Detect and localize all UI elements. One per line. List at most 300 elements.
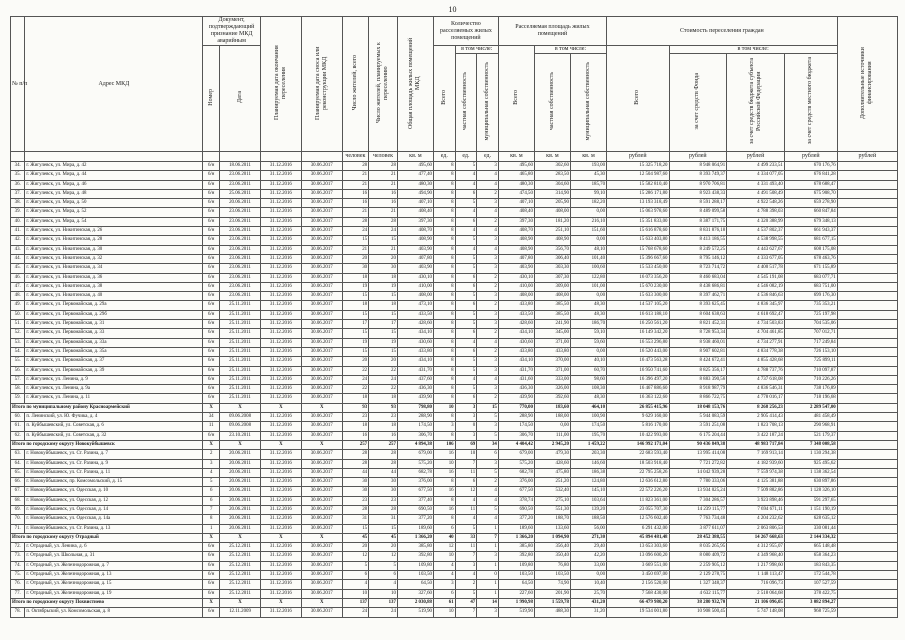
table-row — [11, 162, 898, 171]
table-cell: 13 096 600,20 — [607, 552, 669, 561]
table-cell: 434,10 — [498, 357, 534, 366]
table-cell: 4 632 115,77 — [669, 589, 727, 598]
table-cell: 4 834 778,38 — [727, 347, 785, 356]
table-cell: 30.06.2017 — [301, 227, 342, 236]
table-cell: 30.06.2017 — [301, 375, 342, 384]
row-number: 61. — [11, 422, 25, 431]
table-cell: 30.06.2017 — [301, 180, 342, 189]
table-cell: 6/н — [203, 264, 220, 273]
address-cell: п. Ленинский, ул. Ю. Фучика, д. 4 — [25, 413, 203, 422]
table-row — [11, 459, 898, 468]
resettlement-table — [10, 16, 898, 618]
table-cell: 15 768 678,60 — [607, 245, 669, 254]
table-cell: 11 — [455, 505, 477, 514]
table-cell: 16 — [342, 431, 368, 440]
table-cell — [837, 533, 897, 542]
table-cell: 19 — [342, 338, 368, 347]
table-cell: 8 — [433, 310, 455, 319]
table-cell: 8 — [433, 208, 455, 217]
table-cell: X — [203, 440, 220, 449]
table-cell: 3 — [477, 254, 499, 263]
table-cell: 16 — [433, 468, 455, 477]
table-cell: 216,10 — [570, 217, 606, 226]
table-cell: 385,80 — [498, 543, 534, 552]
table-cell: 3 — [477, 357, 499, 366]
table-cell: 23.06.2011 — [220, 236, 261, 245]
table-cell: 925 495,62 — [784, 459, 837, 468]
table-cell: X — [260, 440, 301, 449]
table-cell: 4 331 493,40 — [727, 180, 785, 189]
table-cell: 1 — [477, 543, 499, 552]
table-cell: 108,30 — [570, 385, 606, 394]
table-cell: 6/н — [203, 580, 220, 589]
table-cell — [837, 273, 897, 282]
table-cell: 101,40 — [570, 254, 606, 263]
table-cell: 4 — [455, 571, 477, 580]
subtotal-row — [11, 440, 898, 449]
table-cell: 3 450 697,00 — [607, 571, 669, 580]
table-cell: 8 — [433, 273, 455, 282]
table-cell: 30.06.2017 — [301, 199, 342, 208]
table-cell: 48,30 — [570, 310, 606, 319]
table-cell: 3 — [477, 292, 499, 301]
table-cell: 6 — [455, 282, 477, 291]
table-cell — [837, 496, 897, 505]
table-cell: 3 422 187,24 — [727, 431, 785, 440]
table-cell: 436,30 — [397, 385, 433, 394]
row-number: 39. — [11, 208, 25, 217]
address-cell: г. Жигулевск, ул. Первомайская, д. 29а — [25, 301, 203, 310]
table-cell — [837, 459, 897, 468]
table-cell: 6/н — [203, 357, 220, 366]
table-cell: 2 — [477, 282, 499, 291]
table-cell: 8 393 749,37 — [669, 171, 727, 180]
row-number: 43. — [11, 245, 25, 254]
table-cell: 4 — [455, 515, 477, 524]
table-cell: 4 443 627,67 — [727, 245, 785, 254]
table-cell: 2 030,88 — [397, 598, 433, 607]
col-residents: Число жителей, всего — [342, 17, 368, 152]
table-cell: 21 — [342, 180, 368, 189]
table-cell: 18 — [369, 394, 398, 403]
table-cell: 18 — [342, 394, 368, 403]
address-cell: г. Отрадный, ул. Ленина, д. 6 — [25, 543, 203, 552]
table-cell: 433,80 — [498, 347, 534, 356]
table-cell: 6/н — [203, 385, 220, 394]
table-cell: 20 — [369, 357, 398, 366]
col-cost-local: за счет средств местного бюджета — [784, 54, 837, 152]
table-cell: 3 — [477, 459, 499, 468]
table-cell: 25.12.2011 — [220, 543, 261, 552]
table-cell: 20.06.2011 — [220, 487, 261, 496]
table-cell: 4 836 345,97 — [727, 301, 785, 310]
table-cell: 306,70 — [498, 431, 534, 440]
table-cell: 30.06.2017 — [301, 171, 342, 180]
table-cell: 5 — [477, 505, 499, 514]
table-cell: 1 148 113,47 — [727, 571, 785, 580]
table-cell: X — [220, 440, 261, 449]
table-cell: 4 734 503,83 — [727, 320, 785, 329]
table-cell: 8 387 171,75 — [669, 217, 727, 226]
address-cell: п. Куйбышевский, ул. Советская, д. 6 — [25, 422, 203, 431]
table-cell: 8 — [433, 375, 455, 384]
table-cell: 3 — [477, 608, 499, 617]
table-cell: 434,10 — [498, 329, 534, 338]
address-cell: п. Куйбышевский, ул. Советская, д. 32 — [25, 431, 203, 440]
table-cell: 5 — [455, 385, 477, 394]
table-cell: 8 — [433, 385, 455, 394]
table-cell: 15 — [369, 524, 398, 533]
col-rooms-municipal: муниципальная собственность — [477, 54, 499, 152]
table-cell: X — [301, 403, 342, 412]
table-cell: 408,40 — [397, 208, 433, 217]
table-cell: 6/н — [203, 273, 220, 282]
table-cell: 22 — [342, 385, 368, 394]
table-cell: 21 — [369, 171, 398, 180]
address-cell: г. Жигулевск, ул. Первомайская, д. 31 — [25, 320, 203, 329]
table-cell: 12 — [342, 552, 368, 561]
table-cell: 3 — [455, 431, 477, 440]
table-cell: 145,10 — [570, 487, 606, 496]
table-cell: 5 — [455, 366, 477, 375]
unit-cell: кв. м — [498, 152, 534, 162]
table-cell: 64,50 — [397, 580, 433, 589]
table-cell: 4 545 191,08 — [727, 273, 785, 282]
table-cell: 2 — [477, 217, 499, 226]
table-cell: 7 169 913,14 — [727, 450, 785, 459]
address-cell: г. Новокуйбышевск, ул. Ст. Разина, д. 11 — [25, 468, 203, 477]
table-cell — [837, 608, 897, 617]
table-cell: 1 151 190,19 — [784, 505, 837, 514]
table-cell: 13 995 414,08 — [669, 450, 727, 459]
table-cell: 428,60 — [397, 320, 433, 329]
table-cell: 30.06.2017 — [301, 580, 342, 589]
table-cell: 30.06.2017 — [301, 366, 342, 375]
table-cell: 660 847,84 — [784, 208, 837, 217]
table-cell: 4 — [477, 487, 499, 496]
table-cell: 188,50 — [570, 515, 606, 524]
table-cell: 464,10 — [570, 403, 606, 412]
table-cell: 675 908,70 — [784, 189, 837, 198]
table-cell: 109,80 — [397, 561, 433, 570]
table-cell: 4 704 461,85 — [727, 329, 785, 338]
address-cell: г. Жигулевск, ул. Первомайская, д. 29б — [25, 310, 203, 319]
row-number: 42. — [11, 236, 25, 245]
table-cell: 6/н — [203, 329, 220, 338]
col-no: № п/п — [11, 17, 25, 152]
table-cell: 25.12.2011 — [220, 580, 261, 589]
table-cell: 19 — [369, 338, 398, 347]
table-cell: X — [203, 598, 220, 607]
table-cell: 10 — [455, 450, 477, 459]
table-cell: 4 — [342, 580, 368, 589]
table-cell: 288,90 — [498, 413, 534, 422]
address-cell: г. Жигулевск, ул. Мира, д. 54 — [25, 217, 203, 226]
row-number: 35. — [11, 171, 25, 180]
col-cost: Стоимость переселения граждан — [607, 17, 838, 46]
table-cell: 4 334 077,05 — [727, 171, 785, 180]
table-cell: 31.12.2016 — [260, 217, 301, 226]
table-cell: 678 463,76 — [784, 254, 837, 263]
table-cell: 16 — [342, 199, 368, 208]
table-cell — [837, 227, 897, 236]
table-cell — [837, 254, 897, 263]
table-cell: 66 479 980,20 — [607, 598, 669, 607]
table-cell: 370,00 — [534, 357, 570, 366]
table-cell: 408,70 — [498, 227, 534, 236]
table-cell: X — [203, 403, 220, 412]
table-cell: 23 — [342, 413, 368, 422]
table-cell: 18 048 153,76 — [669, 403, 727, 412]
table-cell: 8 — [433, 431, 455, 440]
table-cell: 1 217 998,60 — [727, 561, 785, 570]
table-cell: 0,00 — [534, 422, 570, 431]
table-cell: 11 — [455, 543, 477, 552]
table-cell: 12 636 612,80 — [607, 478, 669, 487]
table-cell: 4 499 233,51 — [727, 162, 785, 171]
table-cell: 3 — [477, 162, 499, 171]
table-cell: 474,50 — [498, 189, 534, 198]
table-cell: 14 239 115,77 — [669, 505, 727, 514]
table-cell: 5 747 148,08 — [727, 608, 785, 617]
table-cell: 6/н — [203, 189, 220, 198]
table-cell: 8 883 390,56 — [669, 375, 727, 384]
table-cell: 21 — [342, 171, 368, 180]
table-cell — [837, 571, 897, 580]
table-cell: 8 591 288,17 — [669, 199, 727, 208]
table-cell: 23 — [369, 413, 398, 422]
table-row — [11, 273, 898, 282]
table-cell: 4 333 677,05 — [727, 254, 785, 263]
table-cell: 2 — [477, 301, 499, 310]
table-cell: 30.06.2017 — [301, 292, 342, 301]
row-number: 56. — [11, 366, 25, 375]
row-number: 49. — [11, 301, 25, 310]
address-cell: г. Жигулевск, ул. Никитинская, д. 38 — [25, 282, 203, 291]
table-cell: 1 128 326,10 — [784, 487, 837, 496]
address-cell: г. Новокуйбышевск, ул. Одесская, д. 14а — [25, 515, 203, 524]
table-cell: 25.11.2011 — [220, 394, 261, 403]
table-cell: 665 148,48 — [784, 543, 837, 552]
table-cell: 28 — [342, 459, 368, 468]
table-cell: 4 — [369, 580, 398, 589]
table-cell: 31.12.2016 — [260, 245, 301, 254]
table-cell: 31 — [342, 515, 368, 524]
table-cell: 6 291 432,00 — [607, 524, 669, 533]
table-cell: 7 304 286,57 — [669, 496, 727, 505]
table-cell: 20 — [342, 254, 368, 263]
table-cell: 31 — [369, 515, 398, 524]
table-cell: 717 249,84 — [784, 338, 837, 347]
table-cell: 30.06.2017 — [301, 487, 342, 496]
table-cell: 186,38 — [570, 468, 606, 477]
table-cell: 12 576 602,40 — [607, 515, 669, 524]
table-cell: 4 349 968,40 — [727, 552, 785, 561]
table-cell: 6/н — [203, 301, 220, 310]
table-cell: 403,90 — [498, 264, 534, 273]
table-cell: 8 397 462,71 — [669, 292, 727, 301]
table-row — [11, 589, 898, 598]
table-cell — [837, 580, 897, 589]
table-cell: 25.12.2011 — [220, 571, 261, 580]
table-cell: 304,60 — [534, 180, 570, 189]
unit-cell: кв. м — [570, 152, 606, 162]
table-cell: 5 — [455, 310, 477, 319]
table-cell: 205,90 — [534, 199, 570, 208]
table-row — [11, 571, 898, 580]
table-cell: 24 — [369, 227, 398, 236]
subtotal-row — [11, 533, 898, 542]
table-cell: 15 — [342, 236, 368, 245]
table-cell: X — [203, 533, 220, 542]
table-cell: 133,60 — [534, 524, 570, 533]
table-cell: 98,60 — [570, 375, 606, 384]
table-cell: 18 — [369, 273, 398, 282]
table-cell: 15 533 450,00 — [607, 264, 669, 273]
table-cell: 31.12.2016 — [260, 524, 301, 533]
table-cell: 107 527,59 — [784, 580, 837, 589]
table-cell: 30.06.2017 — [301, 254, 342, 263]
table-cell: 8 — [433, 496, 455, 505]
table-cell: 385,50 — [534, 310, 570, 319]
table-cell: 31.12.2016 — [260, 505, 301, 514]
table-cell: 25.06.2011 — [220, 189, 261, 198]
table-cell: 93 — [342, 403, 368, 412]
table-cell — [837, 292, 897, 301]
table-cell: 31.12.2016 — [260, 366, 301, 375]
table-row — [11, 208, 898, 217]
table-cell: 30.06.2017 — [301, 450, 342, 459]
table-cell: 31.12.2016 — [260, 171, 301, 180]
table-cell: 30 — [369, 264, 398, 273]
table-cell: 8 — [433, 413, 455, 422]
table-cell: 8 795 146,12 — [669, 254, 727, 263]
table-cell: 659 278,90 — [784, 199, 837, 208]
table-cell: 23.06.2011 — [220, 171, 261, 180]
table-cell: 283,50 — [534, 171, 570, 180]
table-cell: 21 — [342, 245, 368, 254]
table-cell: 31.12.2016 — [260, 487, 301, 496]
table-cell: 48 983 717,84 — [727, 440, 785, 449]
table-cell: 707 012,71 — [784, 329, 837, 338]
table-cell: 15 — [369, 310, 398, 319]
table-cell: 8 — [433, 217, 455, 226]
table-cell: 30.06.2017 — [301, 208, 342, 217]
table-cell: 15 — [342, 524, 368, 533]
table-cell: 31.12.2016 — [260, 264, 301, 273]
table-row — [11, 394, 898, 403]
table-cell: 14 — [477, 598, 499, 607]
table-cell: 385,80 — [397, 543, 433, 552]
table-cell: 16 — [433, 505, 455, 514]
table-cell: 1 — [477, 589, 499, 598]
table-cell: 377,20 — [498, 515, 534, 524]
table-cell: 23 055 707,30 — [607, 505, 669, 514]
table-cell: 4 — [455, 227, 477, 236]
row-number: 70. — [11, 515, 25, 524]
table-cell: 2 — [477, 394, 499, 403]
table-cell: 8 — [433, 245, 455, 254]
col-cost-total: Всего — [607, 46, 669, 152]
table-cell: 5 944 083,59 — [669, 413, 727, 422]
row-number: 37. — [11, 189, 25, 198]
table-cell: 16 553 296,80 — [607, 338, 669, 347]
table-cell: 371,00 — [534, 366, 570, 375]
table-cell: 2 144 334,32 — [784, 533, 837, 542]
table-cell: 6 175 204,44 — [669, 431, 727, 440]
table-cell: 630 897,86 — [784, 478, 837, 487]
table-cell: 0,00 — [570, 347, 606, 356]
unit-cell: кв. м — [397, 152, 433, 162]
table-cell: 31.12.2016 — [260, 385, 301, 394]
table-cell: 18 503 918,40 — [607, 459, 669, 468]
table-cell: 15 582 810,40 — [607, 180, 669, 189]
table-cell: 725 899,11 — [784, 357, 837, 366]
table-cell: 5 — [455, 264, 477, 273]
table-cell: 6/н — [203, 199, 220, 208]
table-cell: 271,30 — [570, 533, 606, 542]
table-cell: 439,90 — [397, 394, 433, 403]
table-cell: 6/н — [203, 320, 220, 329]
table-cell: 3 923 898,46 — [727, 496, 785, 505]
table-cell: 174,50 — [397, 422, 433, 431]
table-cell: 6 — [455, 273, 477, 282]
table-cell — [837, 282, 897, 291]
table-cell: 735 353,21 — [784, 301, 837, 310]
table-cell: 23 — [342, 496, 368, 505]
table-cell: 193,00 — [570, 162, 606, 171]
table-cell: 23.06.2011 — [220, 292, 261, 301]
col-document: Документ, подтверждающий признание МКД аварийным — [203, 17, 261, 46]
col-area-including: в том числе: — [534, 46, 606, 54]
table-cell: 4 546 082,19 — [727, 282, 785, 291]
table-cell: 433,80 — [534, 347, 570, 356]
table-cell: 8 948 064,91 — [669, 162, 727, 171]
table-cell: 716 096,73 — [727, 580, 785, 589]
table-cell: 15 325 718,20 — [607, 162, 669, 171]
table-cell: 3 — [203, 459, 220, 468]
table-cell — [837, 598, 897, 607]
table-cell: 31.12.2016 — [260, 254, 301, 263]
table-cell: 17 — [342, 320, 368, 329]
table-cell: 4 778 016,17 — [727, 394, 785, 403]
address-cell: г. Жигулевск, ул. Никитинская, д. 34 — [25, 264, 203, 273]
table-cell: 3 591 251,08 — [669, 422, 727, 431]
table-cell: 8 — [433, 515, 455, 524]
table-cell: 378,74 — [498, 496, 534, 505]
table-cell: 410,00 — [397, 282, 433, 291]
table-cell: 24 — [342, 227, 368, 236]
row-number: 67. — [11, 487, 25, 496]
table-cell: 30.06.2017 — [301, 385, 342, 394]
unit-cell: рублей — [784, 152, 837, 162]
table-cell: 4 — [477, 208, 499, 217]
table-cell: 64,50 — [498, 580, 534, 589]
table-cell: 42,20 — [570, 552, 606, 561]
table-cell: 25.12.2011 — [220, 561, 261, 570]
table-cell: 174,50 — [498, 422, 534, 431]
table-cell: 495,60 — [498, 162, 534, 171]
table-cell: 30.06.2017 — [301, 347, 342, 356]
table-cell: 6/н — [203, 589, 220, 598]
table-cell: 350,40 — [534, 552, 570, 561]
address-cell: г. Новокуйбышевск, ул. Одесская, д. 14 — [25, 505, 203, 514]
table-cell: 4 — [433, 571, 455, 580]
table-cell: 2 — [477, 347, 499, 356]
table-cell: 31.12.2016 — [260, 292, 301, 301]
table-cell: 679,00 — [397, 450, 433, 459]
table-cell: 8 — [433, 162, 455, 171]
